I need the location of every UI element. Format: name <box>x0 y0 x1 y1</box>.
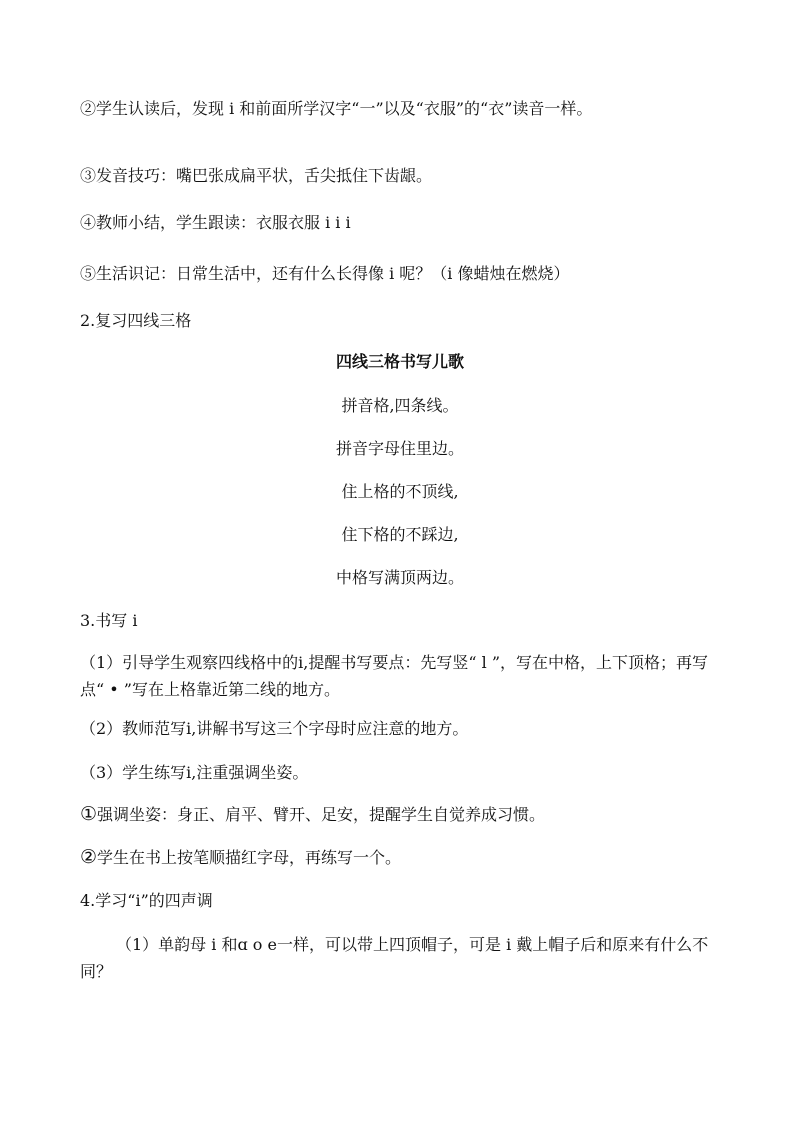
posture-marker: ① <box>80 803 98 825</box>
writing-step-2: （2）教师范写i,讲解书写这三个字母时应注意的地方。 <box>80 719 469 738</box>
item-2-discovery: ②学生认读后，发现 i 和前面所学汉字“一”以及“衣服”的“衣”读音一样。 <box>80 99 593 118</box>
item-4-teacher-summary: ④教师小结，学生跟读：衣服衣服 i i i <box>80 213 351 232</box>
item-5-life-memory: ⑤生活识记：日常生活中，还有什么长得像 i 呢？（i 像蜡烛在燃烧） <box>80 264 570 283</box>
section-4-heading: 4.学习“i”的四声调 <box>80 891 213 910</box>
posture-text: 强调坐姿：身正、肩平、臂开、足安，提醒学生自觉养成习惯。 <box>97 805 546 824</box>
section-2-heading: 2.复习四线三格 <box>80 311 192 330</box>
writing-step-1: （1）引导学生观察四线格中的i,提醒书写要点：先写竖“ l ”，写在中格，上下顶格；再写点“ • ”写在上格靠近第二线的地方。 <box>80 653 709 699</box>
item-3-pronunciation-tip: ③发音技巧：嘴巴张成扁平状，舌尖抵住下齿龈。 <box>80 166 433 185</box>
tone-step-1: （1）单韵母 i 和ɑ o e一样，可以带上四顶帽子，可是 i 戴上帽子后和原来有什么不同？ <box>80 935 709 981</box>
posture-item <box>80 801 720 828</box>
tracing-marker: ② <box>80 846 98 868</box>
poem-line-1: 拼音格,四条线。 <box>341 396 459 415</box>
poem-line-4: 住下格的不踩边, <box>341 525 459 544</box>
section-3-heading: 3.书写 i <box>80 611 138 630</box>
poem-line-2: 拼音字母住里边。 <box>335 439 464 458</box>
poem-title: 四线三格书写儿歌 <box>335 352 464 371</box>
poem-line-5: 中格写满顶两边。 <box>335 568 464 587</box>
poem-line-3: 住上格的不顶线, <box>341 482 459 501</box>
tracing-text: 学生在书上按笔顺描红字母，再练写一个。 <box>97 848 402 867</box>
writing-step-3: （3）学生练写i,注重强调坐姿。 <box>80 763 309 782</box>
tracing-item <box>80 844 720 871</box>
